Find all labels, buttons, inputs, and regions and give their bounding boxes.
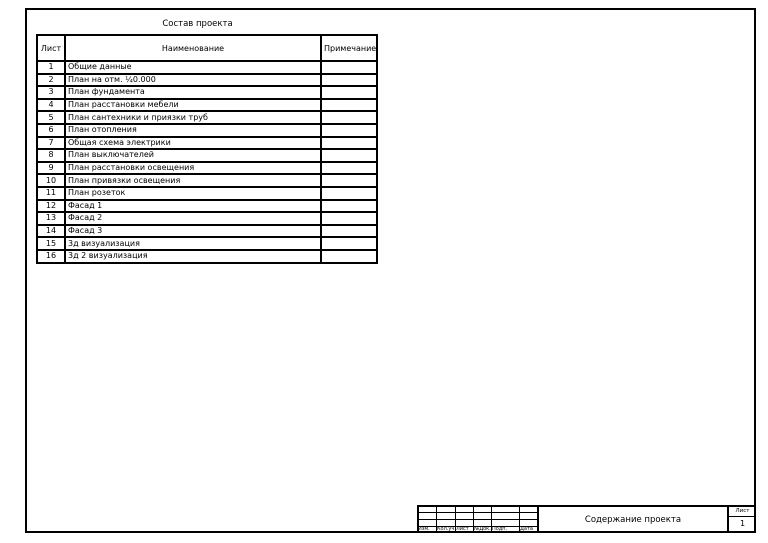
table-row [37, 250, 377, 263]
table-row [37, 187, 377, 200]
row-sheet-number: 11 [37, 187, 65, 200]
row-name: План розеток [65, 187, 321, 200]
title-block-cell [473, 519, 491, 526]
title-block-cell [417, 512, 436, 519]
column-header-note: Примечание [321, 35, 377, 61]
row-name: 3д визуализация [65, 237, 321, 250]
row-sheet-number: 5 [37, 111, 65, 124]
table-row [37, 61, 377, 74]
title-block-cell [491, 505, 519, 512]
title-block-cell [455, 505, 473, 512]
column-header-name: Наименование [65, 35, 321, 61]
row-note [321, 162, 377, 175]
row-sheet-number: 3 [37, 86, 65, 99]
row-sheet-number: 4 [37, 99, 65, 112]
row-name: Фасад 2 [65, 212, 321, 225]
title-block-cell [473, 505, 491, 512]
row-sheet-number: 14 [37, 225, 65, 238]
title-block-cell [491, 519, 519, 526]
table-caption: Состав проекта [162, 19, 233, 29]
table-row [37, 124, 377, 137]
row-note [321, 61, 377, 74]
title-block-label: Лист [456, 526, 469, 532]
table-row [37, 237, 377, 250]
table-row [37, 99, 377, 112]
row-note [321, 124, 377, 137]
row-sheet-number: 12 [37, 200, 65, 213]
row-note [321, 187, 377, 200]
title-block-title: Содержание проекта [537, 505, 727, 533]
table-row [37, 74, 377, 87]
row-note [321, 174, 377, 187]
table-row [37, 212, 377, 225]
row-name: План отопления [65, 124, 321, 137]
table-row [37, 200, 377, 213]
title-block-sheet [727, 505, 756, 533]
title-block-label: Кол.уч [437, 526, 455, 532]
row-name: План расстановки освещения [65, 162, 321, 175]
row-sheet-number: 2 [37, 74, 65, 87]
title-block-cell [455, 512, 473, 519]
row-note [321, 250, 377, 263]
title-block-cell [436, 519, 455, 526]
row-name: Фасад 1 [65, 200, 321, 213]
row-sheet-number: 15 [37, 237, 65, 250]
row-name: План расстановки мебели [65, 99, 321, 112]
title-block-cell [519, 519, 537, 526]
row-name: План привязки освещения [65, 174, 321, 187]
title-block [417, 505, 756, 533]
row-note [321, 111, 377, 124]
row-note [321, 212, 377, 225]
row-sheet-number: 9 [37, 162, 65, 175]
table-row [37, 111, 377, 124]
project-contents-table [36, 34, 378, 264]
row-sheet-number: 1 [37, 61, 65, 74]
title-block-cell [436, 505, 455, 512]
title-block-cell [455, 519, 473, 526]
title-block-cell [491, 512, 519, 519]
row-name: План на отм. ¼0.000 [65, 74, 321, 87]
title-block-cell [519, 505, 537, 512]
row-note [321, 74, 377, 87]
sheet-divider [729, 516, 756, 517]
table-row [37, 137, 377, 150]
table-row [37, 149, 377, 162]
row-sheet-number: 16 [37, 250, 65, 263]
row-sheet-number: 13 [37, 212, 65, 225]
row-name: План выключателей [65, 149, 321, 162]
sheet-number: 1 [739, 519, 746, 528]
row-sheet-number: 8 [37, 149, 65, 162]
table-header-row [37, 35, 377, 61]
row-note [321, 99, 377, 112]
sheet-label: Лист [735, 508, 750, 514]
title-block-label: Дата [520, 526, 533, 532]
title-block-cell [436, 512, 455, 519]
row-sheet-number: 7 [37, 137, 65, 150]
title-block-cell [417, 519, 436, 526]
title-block-cell [519, 512, 537, 519]
row-sheet-number: 6 [37, 124, 65, 137]
table-row [37, 86, 377, 99]
row-sheet-number: 10 [37, 174, 65, 187]
table-row [37, 225, 377, 238]
row-name: Фасад 3 [65, 225, 321, 238]
row-note [321, 86, 377, 99]
title-block-label: Изм. [418, 526, 430, 532]
table-row [37, 174, 377, 187]
row-note [321, 200, 377, 213]
row-name: План фундамента [65, 86, 321, 99]
row-note [321, 149, 377, 162]
row-note [321, 225, 377, 238]
column-header-sheet: Лист [37, 35, 65, 61]
title-block-label: Подп. [492, 526, 508, 532]
row-name: Общие данные [65, 61, 321, 74]
title-block-label: №Док. [474, 526, 491, 532]
row-name: Общая схема электрики [65, 137, 321, 150]
title-block-cell [473, 512, 491, 519]
table-row [37, 162, 377, 175]
row-note [321, 137, 377, 150]
row-name: 3д 2 визуализация [65, 250, 321, 263]
row-name: План сантехники и приязки труб [65, 111, 321, 124]
row-note [321, 237, 377, 250]
title-block-cell [417, 505, 436, 512]
